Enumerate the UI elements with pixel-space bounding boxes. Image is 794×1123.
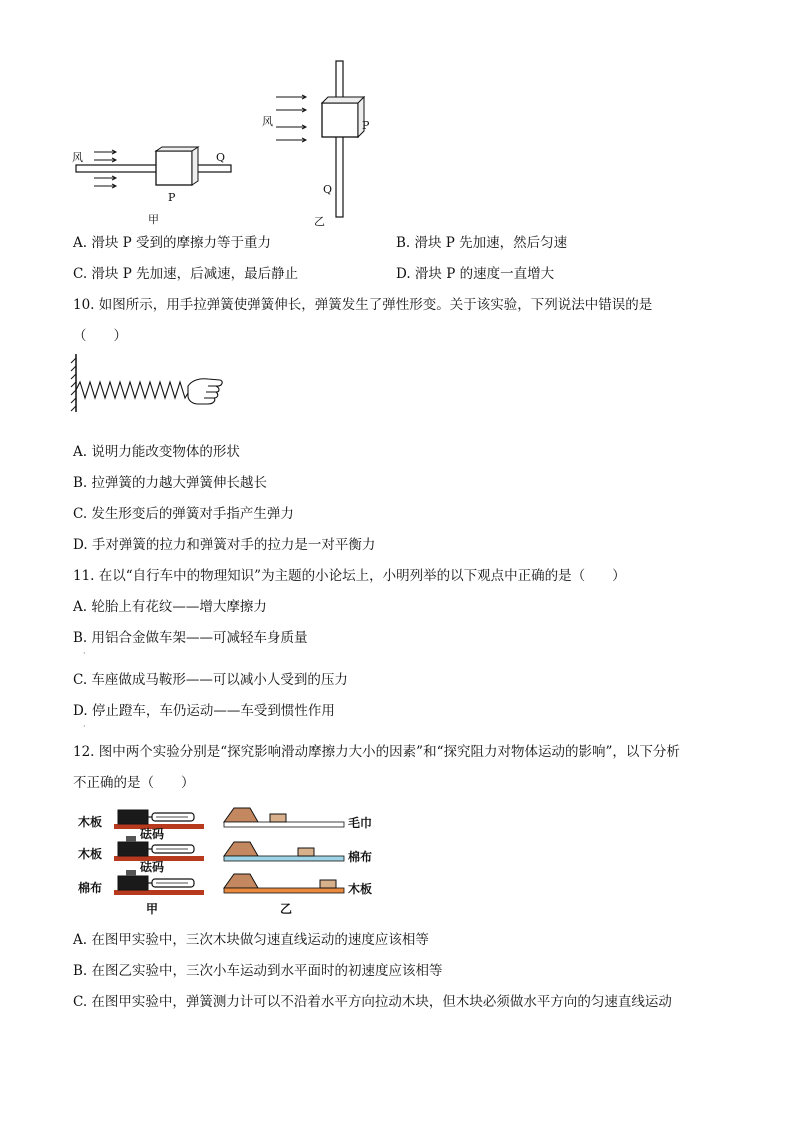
q11-option-b: B. 用铝合金做车架——可减轻车身质量 [73, 630, 308, 646]
q12-option-a: A. 在图甲实验中，三次木块做匀速直线运动的速度应该相等 [73, 932, 429, 948]
q12-figure [74, 800, 394, 920]
q10-stem-line1: 10. 如图所示，用手拉弹簧使弹簧伸长，弹簧发生了弹性形变。关于该实验，下列说法中错误的是 [73, 297, 653, 313]
q9-q-label-b: Q [323, 183, 333, 196]
q9-option-c: C. 滑块 P 先加速，后减速，最后静止 [73, 266, 299, 282]
q12-stem-line1: 12. 图中两个实验分别是“探究影响滑动摩擦力大小的因素”和“探究阻力对物体运动的影响”，以下分析 [73, 744, 680, 760]
q12-stem-line2: 不正确的是（ ） [73, 775, 195, 791]
q9-q-label-a: Q [216, 151, 226, 164]
q12-row3-right-label: 木板 [348, 882, 373, 896]
q10-option-d: D. 手对弹簧的拉力和弹簧对手的拉力是一对平衡力 [73, 537, 376, 553]
q9-wind-label-a: 风 [72, 151, 83, 164]
q9-option-b: B. 滑块 P 先加速，然后匀速 [396, 235, 568, 251]
q12-row2-left-label: 木板 [78, 847, 103, 861]
q12-row3-left-label: 棉布 [78, 881, 103, 895]
q12-yi-label: 乙 [280, 902, 293, 916]
q9-option-d: D. 滑块 P 的速度一直增大 [396, 266, 555, 282]
q9-p-label-b: P [362, 119, 370, 132]
q9-figure-jia [72, 147, 231, 226]
q12-row2-right-label: 棉布 [348, 850, 373, 864]
q12-jia-label: 甲 [146, 902, 159, 916]
q12-row1-left-label: 木板 [78, 815, 103, 829]
q12-option-c: C. 在图甲实验中，弹簧测力计可以不沿着水平方向拉动木块，但木块必须做水平方向的匀速直线运动 [73, 994, 672, 1010]
stray-mark: · [83, 649, 86, 658]
q10-option-a: A. 说明力能改变物体的形状 [73, 444, 240, 460]
q9-jia-label: 甲 [148, 213, 159, 226]
q11-option-a: A. 轮胎上有花纹——增大摩擦力 [73, 599, 267, 615]
q9-p-label-a: P [168, 191, 176, 204]
q10-option-c: C. 发生形变后的弹簧对手指产生弹力 [73, 506, 294, 522]
q9-option-a: A. 滑块 P 受到的摩擦力等于重力 [73, 235, 271, 251]
q12-option-b: B. 在图乙实验中，三次小车运动到水平面时的初速度应该相等 [73, 963, 443, 979]
q11-option-c: C. 车座做成马鞍形——可以减小人受到的压力 [73, 672, 348, 688]
q10-figure-spring [70, 352, 230, 414]
stray-mark: · [83, 722, 86, 731]
q9-figure-yi [262, 61, 370, 228]
q12-weight-label-2: 砝码 [140, 827, 165, 841]
q9-yi-label: 乙 [314, 215, 325, 228]
q11-option-d: D. 停止蹬车，车仍运动——车受到惯性作用 [73, 703, 335, 719]
q9-wind-label-b: 风 [262, 115, 273, 128]
q10-stem-line2: （ ） [73, 328, 127, 344]
q12-weight-label-3: 砝码 [140, 860, 165, 874]
q12-row1-right-label: 毛巾 [348, 816, 373, 830]
q10-option-b: B. 拉弹簧的力越大弹簧伸长越长 [73, 475, 268, 491]
q12-figure-jia [78, 810, 204, 916]
q11-stem: 11. 在以“自行车中的物理知识”为主题的小论坛上，小明列举的以下观点中正确的是（ ） [73, 568, 626, 584]
hand-icon [188, 379, 222, 404]
q9-figure [60, 55, 400, 235]
q12-figure-yi [224, 808, 372, 916]
